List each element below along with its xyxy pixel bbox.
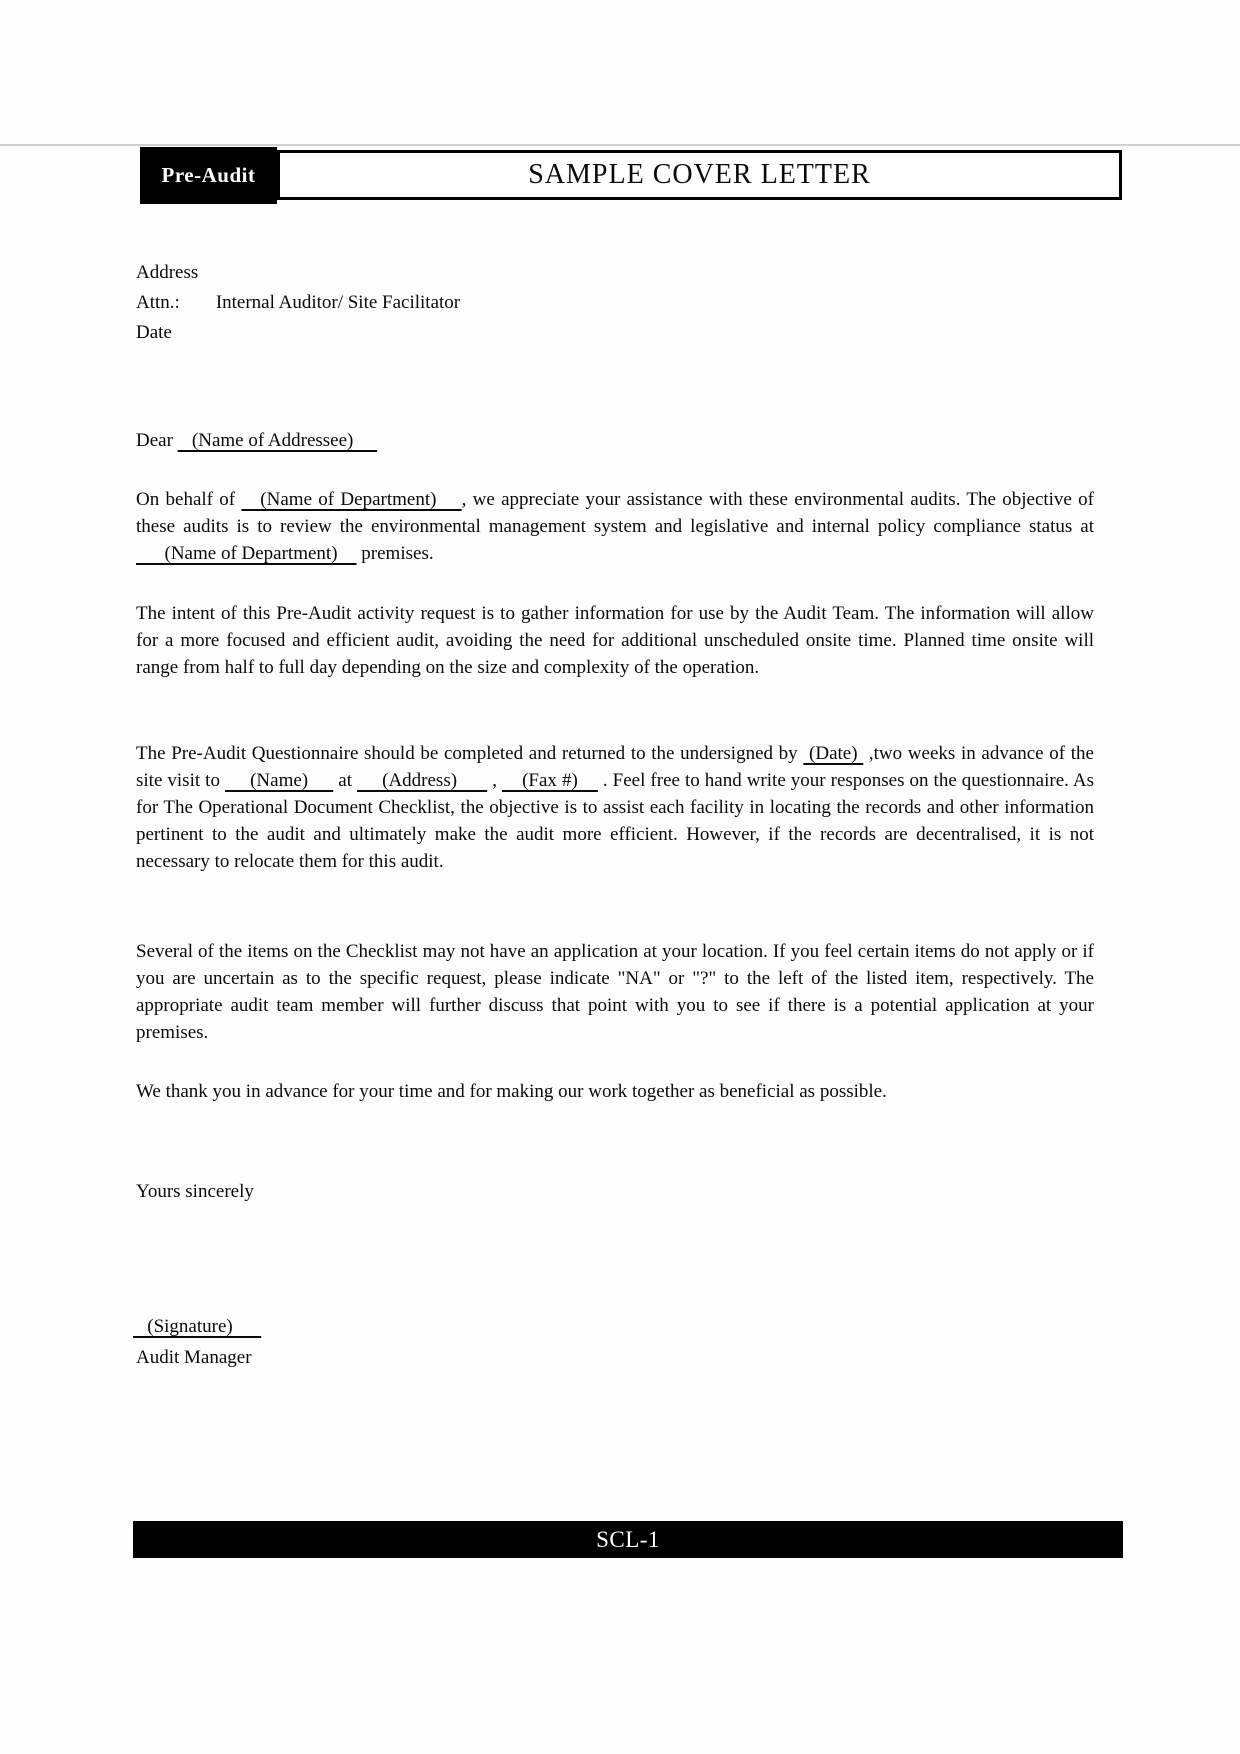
paragraph-checklist-items: Several of the items on the Checklist may not have an application at your location. If you feel certain items do not apply or if you are uncertain as to the specific request, please indicate "NA" or "?" to the left of the listed item, respectively. The appropriate audit team member will further discuss that point with you to see if there is a potential application at your premises. [136, 941, 1094, 1043]
fill-in-blank: (Name) [224, 770, 334, 791]
paragraph-thanks: We thank you in advance for your time and for making our work together as beneficial as possible. [136, 1081, 887, 1102]
title-box [277, 150, 1122, 200]
pre-audit-tag [140, 147, 277, 204]
fill-in-blank: (Fax #) [502, 770, 598, 791]
signer-title: Audit Manager [136, 1347, 252, 1368]
attn-line [136, 288, 460, 318]
address-line: Address [136, 262, 199, 283]
page-number: SCL-1 [596, 1526, 660, 1552]
valediction: Yours sincerely [136, 1181, 254, 1202]
fill-in-blank: (Signature) [133, 1316, 262, 1337]
fill-in-blank: (Address) [357, 770, 488, 791]
fill-in-blank: (Name of Addressee) [177, 430, 378, 451]
date-line: Date [136, 322, 172, 343]
paragraph-intent: The intent of this Pre-Audit activity request is to gather information for use by the Audit Team. The information will allow for a more focused and efficient audit, avoiding the need for additional unscheduled onsite time. Planned time onsite will range from half to full day depending on the size and complexity of the operation. [136, 603, 1094, 678]
fill-in-blank: (Name of Department) [136, 543, 357, 564]
fill-in-blank: (Name of Department) [241, 489, 462, 510]
paragraph-questionnaire: The Pre-Audit Questionnaire should be completed and returned to the undersigned by (Date) ,two weeks in advance of the site visit to (Name) at (Address) , (Fax #) . Feel free to hand write your responses on the questionnaire. As for The Operational Document Checklist, the objective is to assist each facility in locating the records and other information pertinent to the audit and ultimately make the audit more efficient. However, if the records are decentralised, it is not necessary to relocate them for this audit. [136, 743, 1094, 872]
salutation: Dear (Name of Addressee) [136, 430, 378, 451]
signature-line [133, 1316, 261, 1338]
document-header [140, 150, 1122, 200]
scan-artifact-line [0, 144, 1240, 146]
footer-bar [133, 1521, 1123, 1558]
recipient-block [136, 258, 460, 348]
page-title: SAMPLE COVER LETTER [528, 159, 871, 190]
pre-audit-tag-label: Pre-Audit [161, 163, 256, 187]
attn-value: Internal Auditor/ Site Facilitator [215, 292, 461, 313]
paragraph-on-behalf: On behalf of (Name of Department) , we appreciate your assistance with these environmental audits. The objective of these audits is to review the environmental management system and legislative and internal policy compliance status at (Name of Department) premises. [136, 489, 1094, 564]
fill-in-blank: (Date) [803, 743, 864, 764]
attn-label: Attn.: [136, 292, 180, 313]
